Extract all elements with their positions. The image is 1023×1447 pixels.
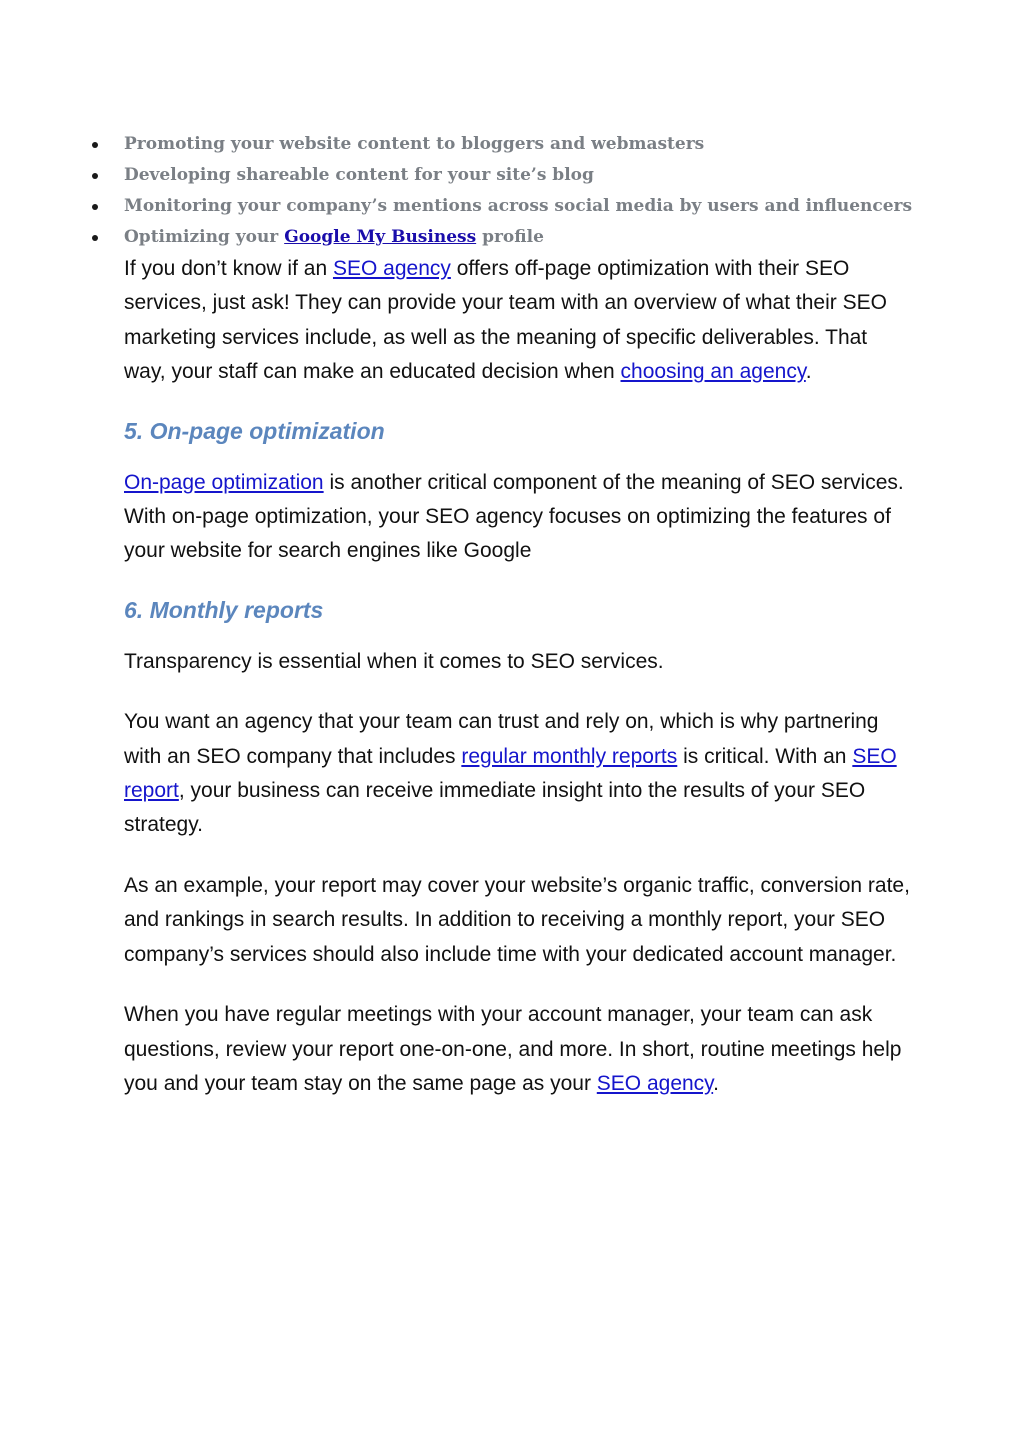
seo-agency-link[interactable]: SEO agency [332,257,451,280]
article-body [124,252,914,1101]
on-page-optimization-link[interactable]: On-page optimization [124,470,324,494]
transparency-paragraph: Transparency is essential when it comes to SEO services. [124,649,664,673]
intro-paragraph [124,252,914,390]
list-item-text: Promoting your website content to bloggers and webmasters [124,134,705,154]
paragraph-text: You want an agency that your team can trust and rely on, which is why partnering with an SEO company that includes [124,710,879,768]
list-item [84,193,912,224]
bullet-icon [92,204,98,210]
bullet-list [84,131,912,255]
paragraph-text: . [805,360,812,384]
section-heading-on-page-optimization: 5. On-page optimization [124,417,385,444]
choosing-an-agency-link[interactable]: choosing an agency [620,360,806,384]
list-item [84,131,912,162]
paragraph-text: is critical. With an [677,744,853,768]
list-item-text: Monitoring your company’s mentions across social media by users and influencers [124,196,913,216]
bullet-icon [92,142,98,148]
list-item-text: Developing shareable content for your site’s blog [124,165,594,185]
google-my-business-link[interactable]: Google My Business [284,227,477,247]
paragraph-text: If you don’t know if an [124,257,333,280]
list-item-text: Optimizing your [124,227,285,247]
section-heading-monthly-reports: 6. Monthly reports [124,596,324,623]
list-item [84,224,912,255]
regular-monthly-reports-link[interactable]: regular monthly reports [461,744,678,768]
example-paragraph: As an example, your report may cover your website’s organic traffic, conversion rate, and rankings in search results. In addition to receiving a monthly report, your SEO company’s services should also include time with your dedicated account manager. [124,873,910,966]
paragraph-text: . [713,1071,719,1095]
paragraph-text: is another critical component of the meaning of SEO services. With on-page optimization, your SEO agency focuses on optimizing the features of your website for search engines like Google [124,470,904,563]
trust-paragraph [124,705,914,843]
list-item-text: profile [476,227,544,247]
on-page-paragraph [124,466,914,569]
seo-report-link[interactable]: SEO report [124,744,897,803]
paragraph-text: When you have regular meetings with your account manager, your team can ask questions, review your report one-on-one, and more. In short, routine meetings help you and your team stay on the same page as your [124,1003,902,1095]
seo-agency-link-2[interactable]: SEO agency [596,1071,714,1095]
bullet-icon [92,235,98,241]
list-item [84,162,912,193]
paragraph-text: , your business can receive immediate insight into the results of your SEO strategy. [124,779,866,837]
meetings-paragraph [124,998,914,1101]
paragraph-text: offers off-page optimization with their SEO services, just ask! They can provide your team with an overview of what their SEO marketing services include, as well as the meaning of specific deliverables. That way, your staff can make an educated decision when [124,257,887,384]
bullet-icon [92,173,98,179]
